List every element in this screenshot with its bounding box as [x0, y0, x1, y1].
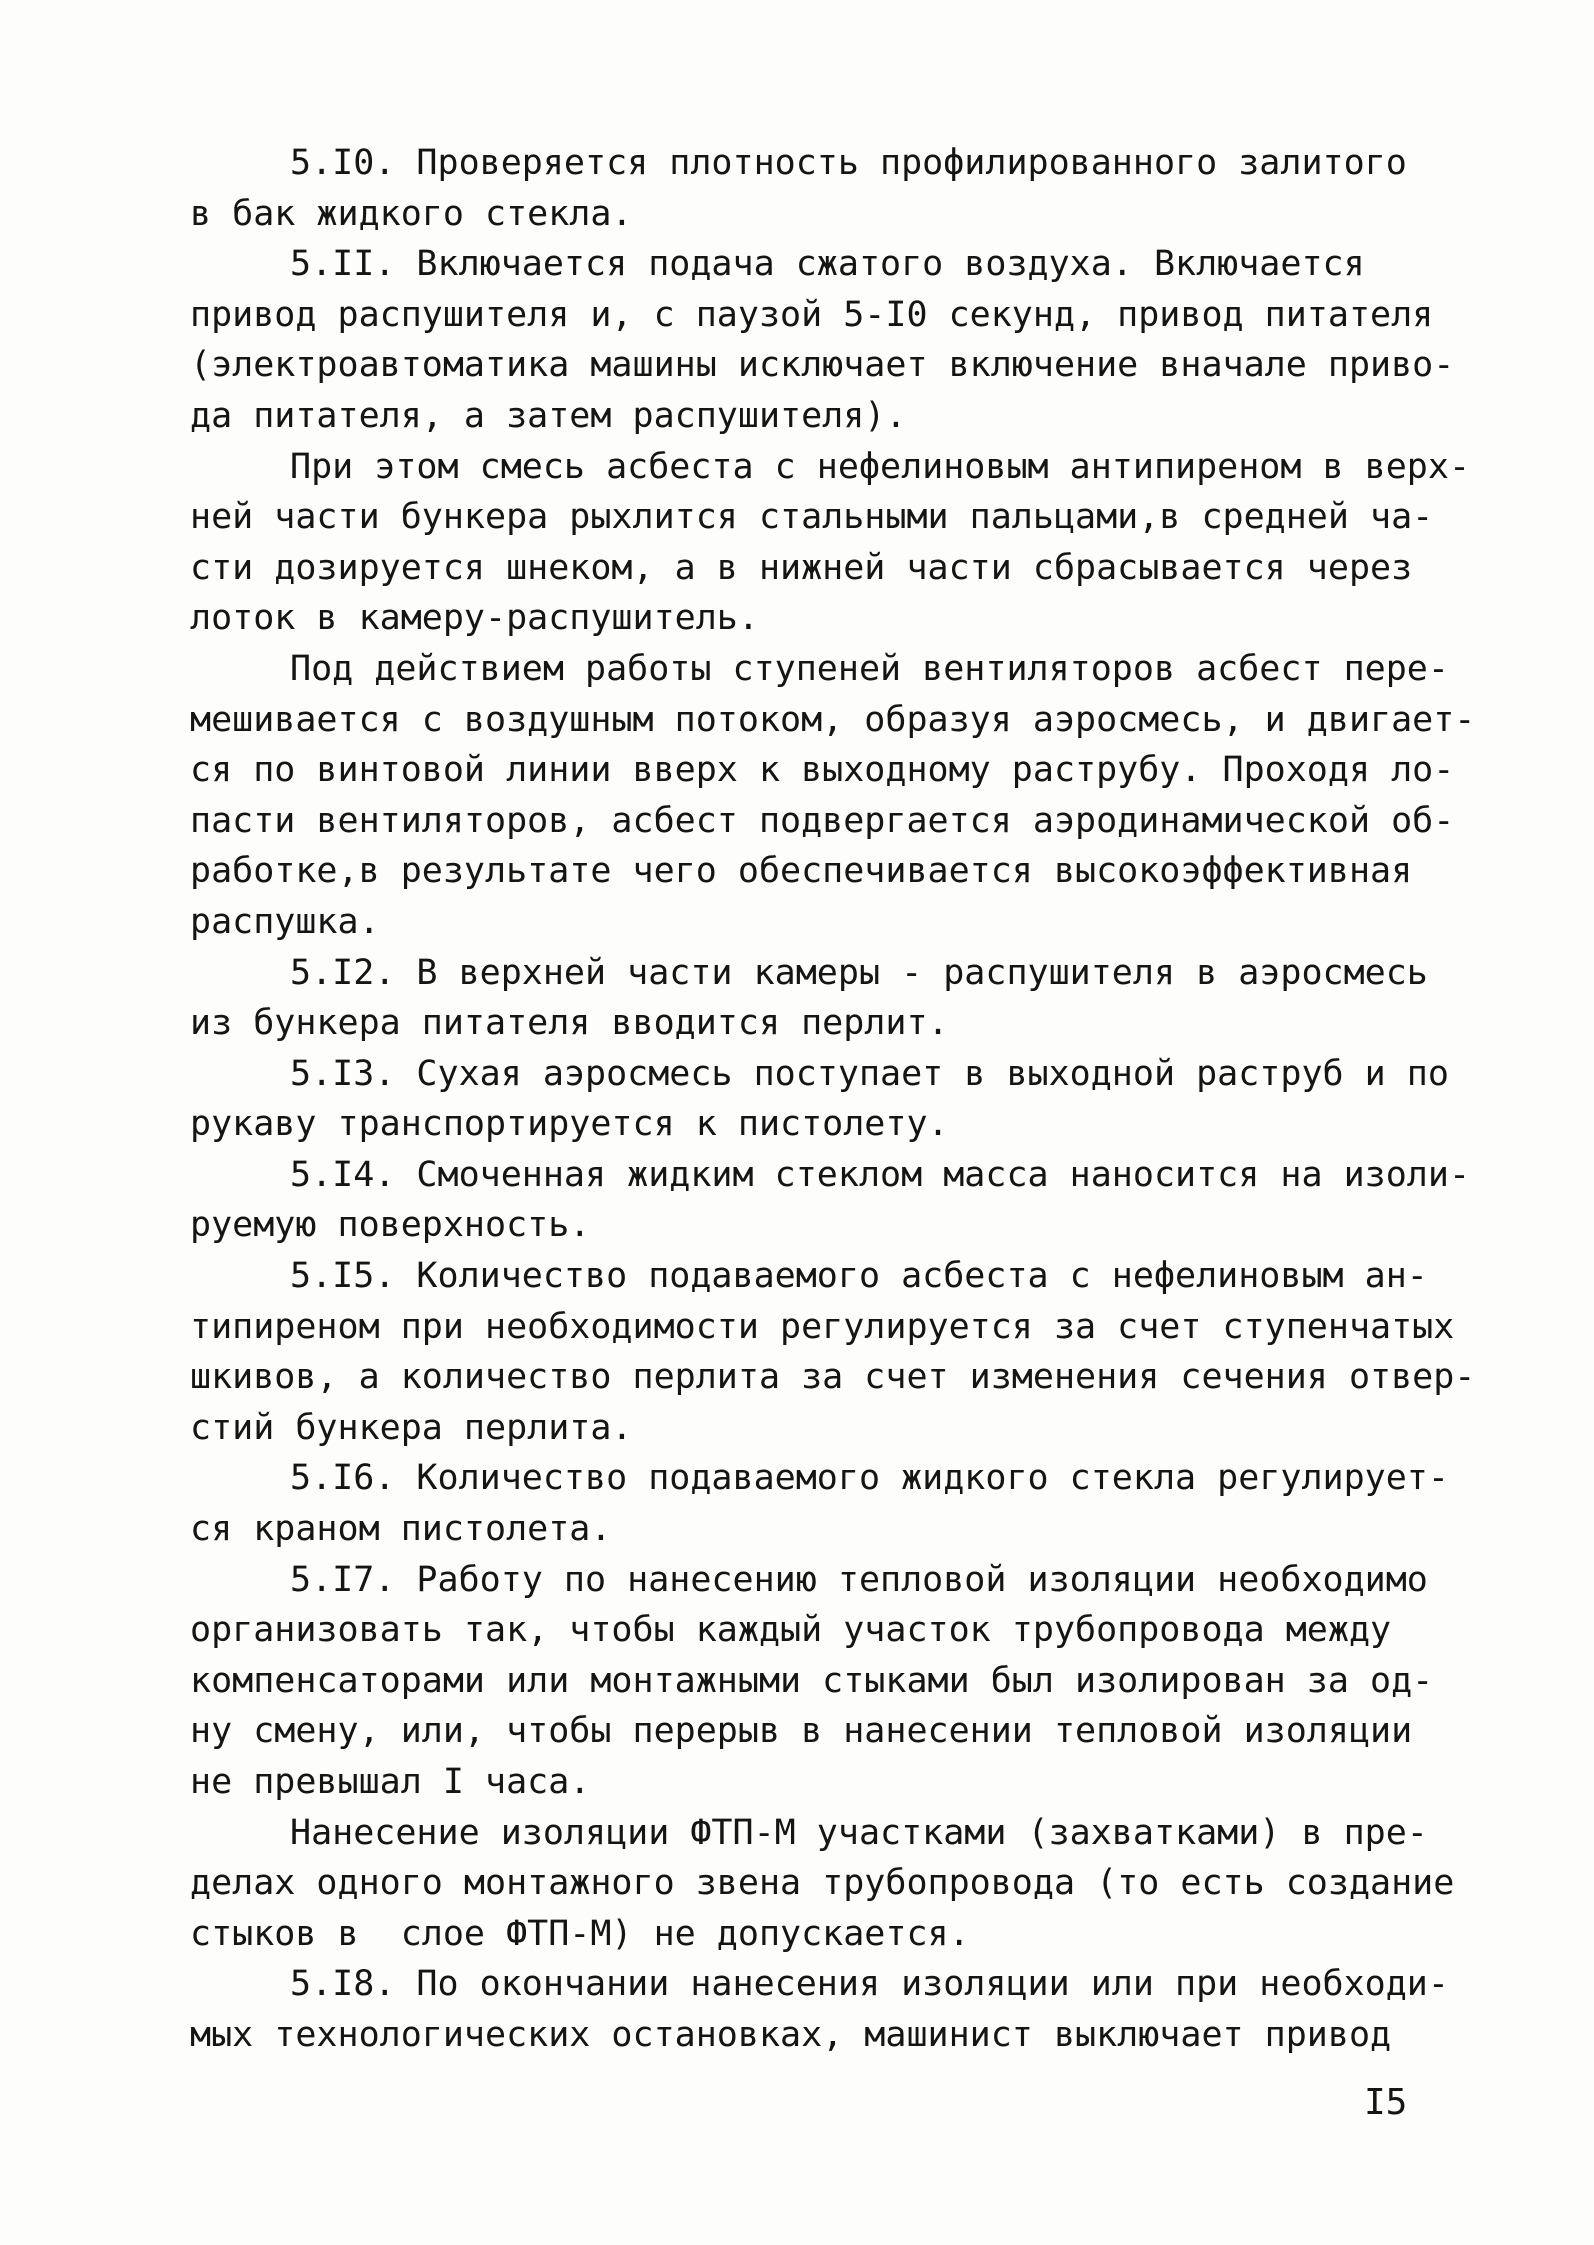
text-line: рукаву транспортируется к пистолету.: [190, 1104, 949, 1145]
text-line: типиреном при необходимости регулируется за счет ступенчатых: [190, 1306, 1455, 1347]
text-line: Под действием работы ступеней вентиляторов асбест пере-: [290, 648, 1449, 689]
text-line: Нанесение изоляции ФТП-М участками (захватками) в пре-: [290, 1812, 1428, 1853]
text-line: из бункера питателя вводится перлит.: [190, 1003, 949, 1044]
text-line: 5.I5. Количество подаваемого асбеста с нефелиновым ан-: [290, 1256, 1428, 1297]
text-line: в бак жидкого стекла.: [190, 193, 633, 234]
text-line: 5.I7. Работу по нанесению тепловой изоляции необходимо: [290, 1559, 1428, 1600]
page-number: I5: [1364, 2082, 1408, 2123]
text-line: работке,в результате чего обеспечивается высокоэффективная: [190, 851, 1413, 892]
text-line: стий бункера перлита.: [190, 1407, 633, 1448]
text-line: стыков в слое ФТП-М) не допускается.: [190, 1913, 970, 1954]
body-text: [190, 138, 1476, 2061]
text-line: При этом смесь асбеста с нефелиновым антипиреном в верх-: [290, 446, 1471, 487]
text-line: компенсаторами или монтажными стыками был изолирован за од-: [190, 1660, 1434, 1701]
text-line: 5.I0. Проверяется плотность профилированного залитого: [290, 143, 1407, 183]
text-line: ся краном пистолета.: [190, 1509, 612, 1550]
text-line: пасти вентиляторов, асбест подвергается аэродинамической об-: [190, 800, 1455, 841]
text-line: да питателя, а затем распушителя).: [190, 395, 907, 436]
text-line: сти дозируется шнеком, а в нижней части сбрасывается через: [190, 547, 1413, 588]
text-line: (электроавтоматика машины исключает включение вначале приво-: [190, 345, 1455, 386]
text-line: ну смену, или, чтобы перерыв в нанесении тепловой изоляции: [190, 1711, 1413, 1752]
text-line: ся по винтовой линии вверх к выходному раструбу. Проходя ло-: [190, 750, 1455, 791]
text-line: руемую поверхность.: [190, 1205, 591, 1246]
text-line: организовать так, чтобы каждый участок трубопровода между: [190, 1610, 1392, 1651]
text-line: мых технологических остановках, машинист выключает привод: [190, 2014, 1392, 2055]
text-line: шкивов, а количество перлита за счет изменения сечения отвер-: [190, 1357, 1476, 1398]
text-line: мешивается с воздушным потоком, образуя аэросмесь, и двигает-: [190, 699, 1476, 740]
text-line: 5.II. Включается подача сжатого воздуха. Включается: [290, 244, 1365, 285]
text-line: не превышал I часа.: [190, 1762, 591, 1802]
text-line: 5.I4. Смоченная жидким стеклом масса наносится на изоли-: [290, 1154, 1471, 1195]
text-line: делах одного монтажного звена трубопровода (то есть создание: [190, 1863, 1455, 1904]
text-line: лоток в камеру-распушитель.: [190, 598, 759, 639]
text-line: 5.I2. В верхней части камеры - распушителя в аэросмесь: [290, 952, 1428, 993]
text-line: 5.I6. Количество подаваемого жидкого стекла регулирует-: [290, 1458, 1449, 1499]
text-line: привод распушителя и, с паузой 5-I0 секунд, привод питателя: [190, 294, 1434, 335]
text-line: распушка.: [190, 901, 380, 942]
text-line: 5.I3. Сухая аэросмесь поступает в выходной раструб и по: [290, 1053, 1449, 1094]
text-line: 5.I8. По окончании нанесения изоляции или при необходи-: [290, 1964, 1449, 2005]
text-line: ней части бункера рыхлится стальными пальцами,в средней ча-: [190, 497, 1434, 538]
